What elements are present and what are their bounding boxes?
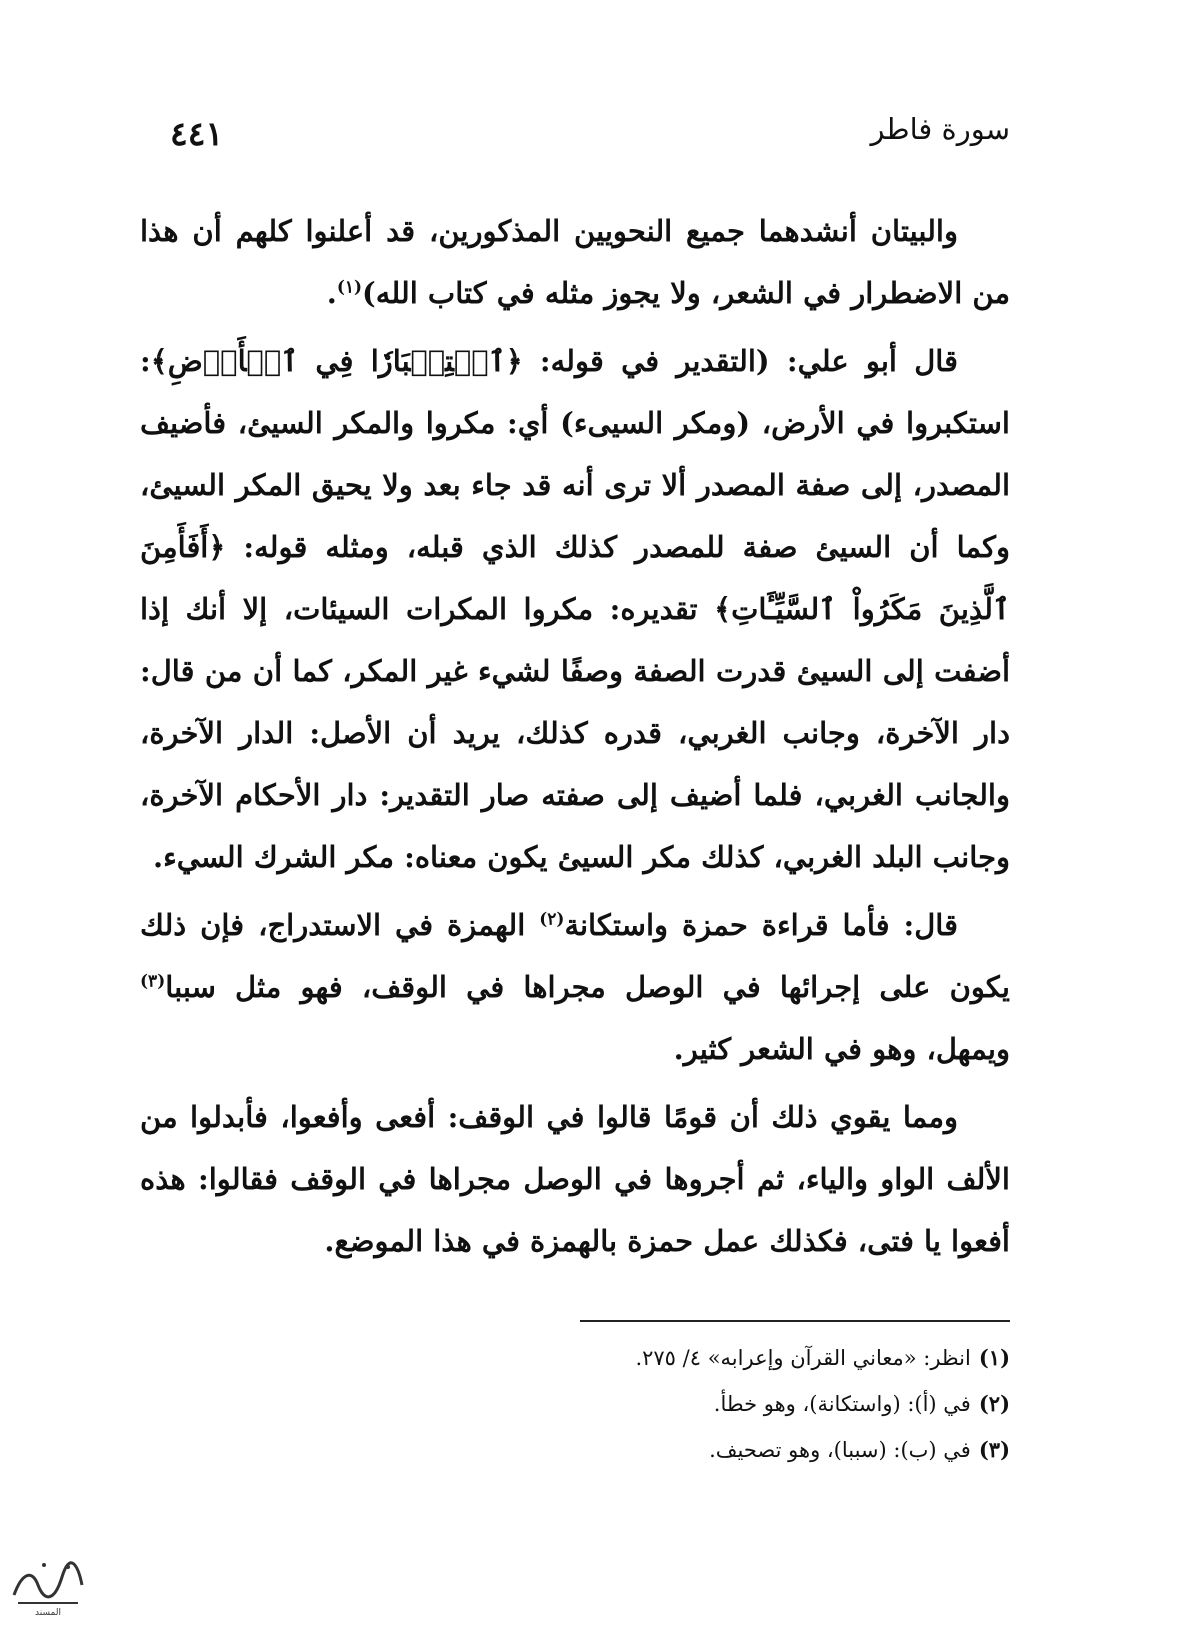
page-number: ٤٤١ [170,114,224,153]
paragraph-text: تقديره: مكروا المكرات السيئات، إلا أنك إذا أضفت إلى السيئ قدرت الصفة وصفًا لشيء غير المكر، كما أن من قال: دار الآخرة، وجانب الغربي، قدره كذلك، يريد أن الأصل: الدار الآخرة، والجانب الغربي، فلما أضيف إلى صفته صار التقدير: دار الأحكام الآخرة، وجانب البلد الغربي، كذلك مكر السيئ يكون معناه: مكر الشرك السيء. [140,592,1010,874]
footnote [300,1427,1010,1473]
footnote-divider [580,1320,1010,1322]
quran-verse: ﴿أَفَأَمِنَ ٱلَّذِينَ مَكَرُواْ ٱلسَّيِّـَٔاتِ﴾ [140,530,1010,626]
body-text [140,200,1010,1272]
footnote-number: (١) [978,1345,1010,1370]
footnote-number: (٢) [978,1391,1010,1416]
page-header [170,112,1010,162]
paragraph-text: الهمزة في الاستدراج، فإن ذلك يكون على إجرائها في الوصل مجراها في الوقف، فهو مثل سببا [140,908,1010,1004]
footnote-text: انظر: «معاني القرآن وإعرابه» ٤/ ٢٧٥. [635,1346,971,1370]
footnote-ref: (٢) [539,909,565,930]
paragraph [140,200,1010,324]
footnotes [300,1335,1010,1473]
paragraph-text: قال أبو علي: (التقدير في قوله: [522,344,958,378]
paragraph-text: : استكبروا في الأرض، (ومكر السيىء) أي: مكروا والمكر السيئ، فأضيف المصدر، إلى صفة المصدر ألا ترى أنه قد جاء بعد ولا يحيق المكر السيئ، وكما أن السيئ صفة للمصدر كذلك الذي قبله، ومثله قوله: [140,344,1010,564]
paragraph-text: قال: فأما قراءة حمزة واستكانة [564,908,958,942]
footnote [300,1381,1010,1427]
paragraph-text: والبيتان أنشدهما جميع النحويين المذكورين، قد أعلنوا كلهم أن هذا من الاضطرار في الشعر، ولا يجوز مثله في كتاب الله) [140,214,1010,310]
publisher-logo-text: المسند [35,1608,61,1617]
footnote [300,1335,1010,1381]
paragraph [140,894,1010,1080]
paragraph [140,1086,1010,1272]
paragraph-text: ومما يقوي ذلك أن قومًا قالوا في الوقف: أفعى وأفعوا، فأبدلوا من الألف الواو والياء، ثم أجروها في الوصل مجراها في الوقف فقالوا: هذه أفعوا يا فتى، فكذلك عمل حمزة بالهمزة في هذا الموضع. [140,1100,1010,1258]
paragraph-text: ويمهل، وهو في الشعر كثير. [673,1032,1010,1066]
footnote-number: (٣) [978,1437,1010,1462]
surah-title: سورة فاطر [870,112,1010,146]
paragraph [140,330,1010,888]
footnote-text: في (أ): (واستكانة)، وهو خطأ. [713,1392,971,1416]
quran-verse: ﴿ٱسۡتِكۡبَارٗا فِي ٱلۡأَرۡضِ﴾ [150,344,523,378]
paragraph-text: . [326,276,337,310]
footnote-ref: (٣) [140,971,166,992]
publisher-logo [8,1555,88,1617]
footnote-ref: (١) [336,277,363,298]
footnote-text: في (ب): (سببا)، وهو تصحيف. [709,1438,971,1462]
